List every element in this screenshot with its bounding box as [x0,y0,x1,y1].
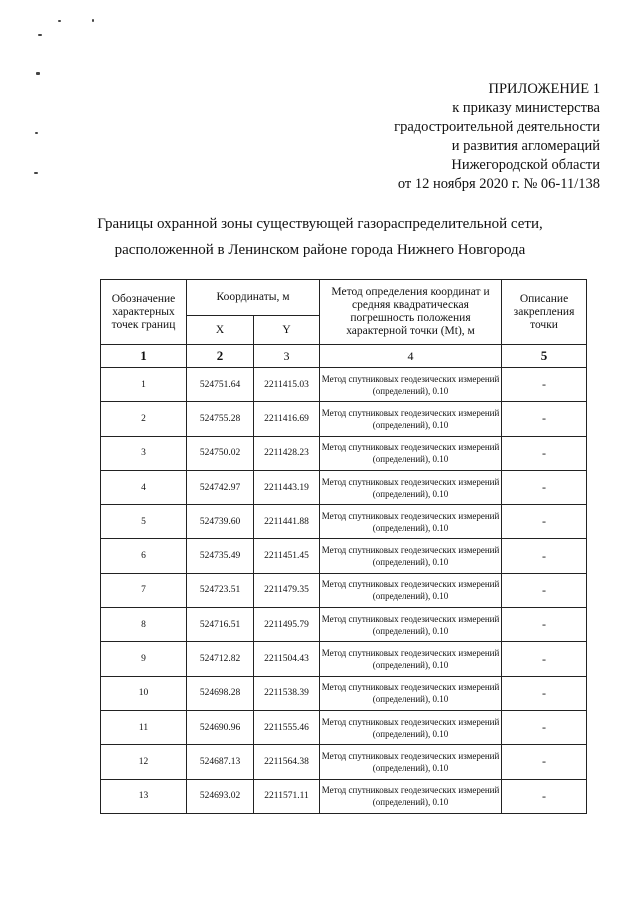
method-cell: Метод спутниковых геодезических измерений (определений), 0.10 [320,368,502,402]
point-number-cell: 2 [101,402,187,436]
header-description: Описание закрепления точки [502,280,587,345]
method-cell: Метод спутниковых геодезических измерений (определений), 0.10 [320,402,502,436]
x-coordinate-cell: 524693.02 [187,779,254,813]
point-number-cell: 4 [101,470,187,504]
scan-speck [35,132,38,134]
table-row [101,745,587,779]
point-number-cell: 12 [101,745,187,779]
table-row [101,608,587,642]
method-cell: Метод спутниковых геодезических измерений (определений), 0.10 [320,710,502,744]
table-row [101,642,587,676]
method-cell: Метод спутниковых геодезических измерений (определений), 0.10 [320,642,502,676]
x-coordinate-cell: 524690.96 [187,710,254,744]
appendix-header [394,80,600,194]
description-cell: - [502,368,587,402]
table-row [101,436,587,470]
method-cell: Метод спутниковых геодезических измерений (определений), 0.10 [320,436,502,470]
header-y: Y [254,316,320,345]
column-number: 1 [101,345,187,368]
table-row [101,676,587,710]
description-cell: - [502,402,587,436]
table-row [101,710,587,744]
appendix-line: к приказу министерства [452,100,600,116]
y-coordinate-cell: 2211416.69 [254,402,320,436]
point-number-cell: 5 [101,505,187,539]
y-coordinate-cell: 2211504.43 [254,642,320,676]
appendix-line: от 12 ноября 2020 г. № 06-11/138 [397,176,600,192]
y-coordinate-cell: 2211428.23 [254,436,320,470]
method-cell: Метод спутниковых геодезических измерений (определений), 0.10 [320,539,502,573]
y-coordinate-cell: 2211571.11 [254,779,320,813]
point-number-cell: 6 [101,539,187,573]
x-coordinate-cell: 524716.51 [187,608,254,642]
table-row [101,402,587,436]
header-x: X [187,316,254,345]
table-row [101,539,587,573]
appendix-line: Нижегородской области [451,157,600,173]
y-coordinate-cell: 2211555.46 [254,710,320,744]
scan-speck [58,20,61,22]
description-cell: - [502,710,587,744]
column-number: 4 [320,345,502,368]
y-coordinate-cell: 2211479.35 [254,573,320,607]
description-cell: - [502,470,587,504]
x-coordinate-cell: 524712.82 [187,642,254,676]
table-row [101,779,587,813]
description-cell: - [502,505,587,539]
description-cell: - [502,539,587,573]
description-cell: - [502,779,587,813]
y-coordinate-cell: 2211564.38 [254,745,320,779]
method-cell: Метод спутниковых геодезических измерений (определений), 0.10 [320,745,502,779]
y-coordinate-cell: 2211538.39 [254,676,320,710]
scan-speck [92,19,94,22]
column-number: 3 [254,345,320,368]
table-row [101,573,587,607]
description-cell: - [502,608,587,642]
x-coordinate-cell: 524742.97 [187,470,254,504]
description-cell: - [502,573,587,607]
point-number-cell: 13 [101,779,187,813]
column-number: 2 [187,345,254,368]
method-cell: Метод спутниковых геодезических измерений (определений), 0.10 [320,608,502,642]
table-row [101,368,587,402]
description-cell: - [502,642,587,676]
y-coordinate-cell: 2211441.88 [254,505,320,539]
y-coordinate-cell: 2211451.45 [254,539,320,573]
x-coordinate-cell: 524698.28 [187,676,254,710]
y-coordinate-cell: 2211443.19 [254,470,320,504]
x-coordinate-cell: 524750.02 [187,436,254,470]
method-cell: Метод спутниковых геодезических измерений (определений), 0.10 [320,573,502,607]
method-cell: Метод спутниковых геодезических измерений (определений), 0.10 [320,470,502,504]
scan-speck [34,172,38,174]
scan-speck [36,72,40,75]
column-number: 5 [502,345,587,368]
header-point: Обозначение характерных точек границ [101,280,187,345]
boundary-points-table [100,279,587,814]
description-cell: - [502,676,587,710]
y-coordinate-cell: 2211415.03 [254,368,320,402]
point-number-cell: 3 [101,436,187,470]
point-number-cell: 8 [101,608,187,642]
x-coordinate-cell: 524687.13 [187,745,254,779]
description-cell: - [502,745,587,779]
appendix-line: градостроительной деятельности [394,119,600,135]
method-cell: Метод спутниковых геодезических измерений (определений), 0.10 [320,505,502,539]
y-coordinate-cell: 2211495.79 [254,608,320,642]
point-number-cell: 1 [101,368,187,402]
appendix-line: и развития агломераций [451,138,600,154]
method-cell: Метод спутниковых геодезических измерений (определений), 0.10 [320,779,502,813]
description-cell: - [502,436,587,470]
document-title-line-1: Границы охранной зоны существующей газораспределительной сети, [97,216,543,232]
point-number-cell: 9 [101,642,187,676]
x-coordinate-cell: 524723.51 [187,573,254,607]
x-coordinate-cell: 524755.28 [187,402,254,436]
point-number-cell: 7 [101,573,187,607]
table-row [101,505,587,539]
point-number-cell: 10 [101,676,187,710]
method-cell: Метод спутниковых геодезических измерений (определений), 0.10 [320,676,502,710]
table-row [101,470,587,504]
header-coordinates: Координаты, м [187,280,320,316]
document-title-line-2: расположенной в Ленинском районе города Нижнего Новгорода [114,242,526,258]
x-coordinate-cell: 524739.60 [187,505,254,539]
header-method: Метод определения координат и средняя квадратическая погрешность положения характерной точки (Mt), м [320,280,502,345]
scan-speck [38,34,42,36]
x-coordinate-cell: 524735.49 [187,539,254,573]
x-coordinate-cell: 524751.64 [187,368,254,402]
appendix-title: ПРИЛОЖЕНИЕ 1 [488,81,600,97]
point-number-cell: 11 [101,710,187,744]
